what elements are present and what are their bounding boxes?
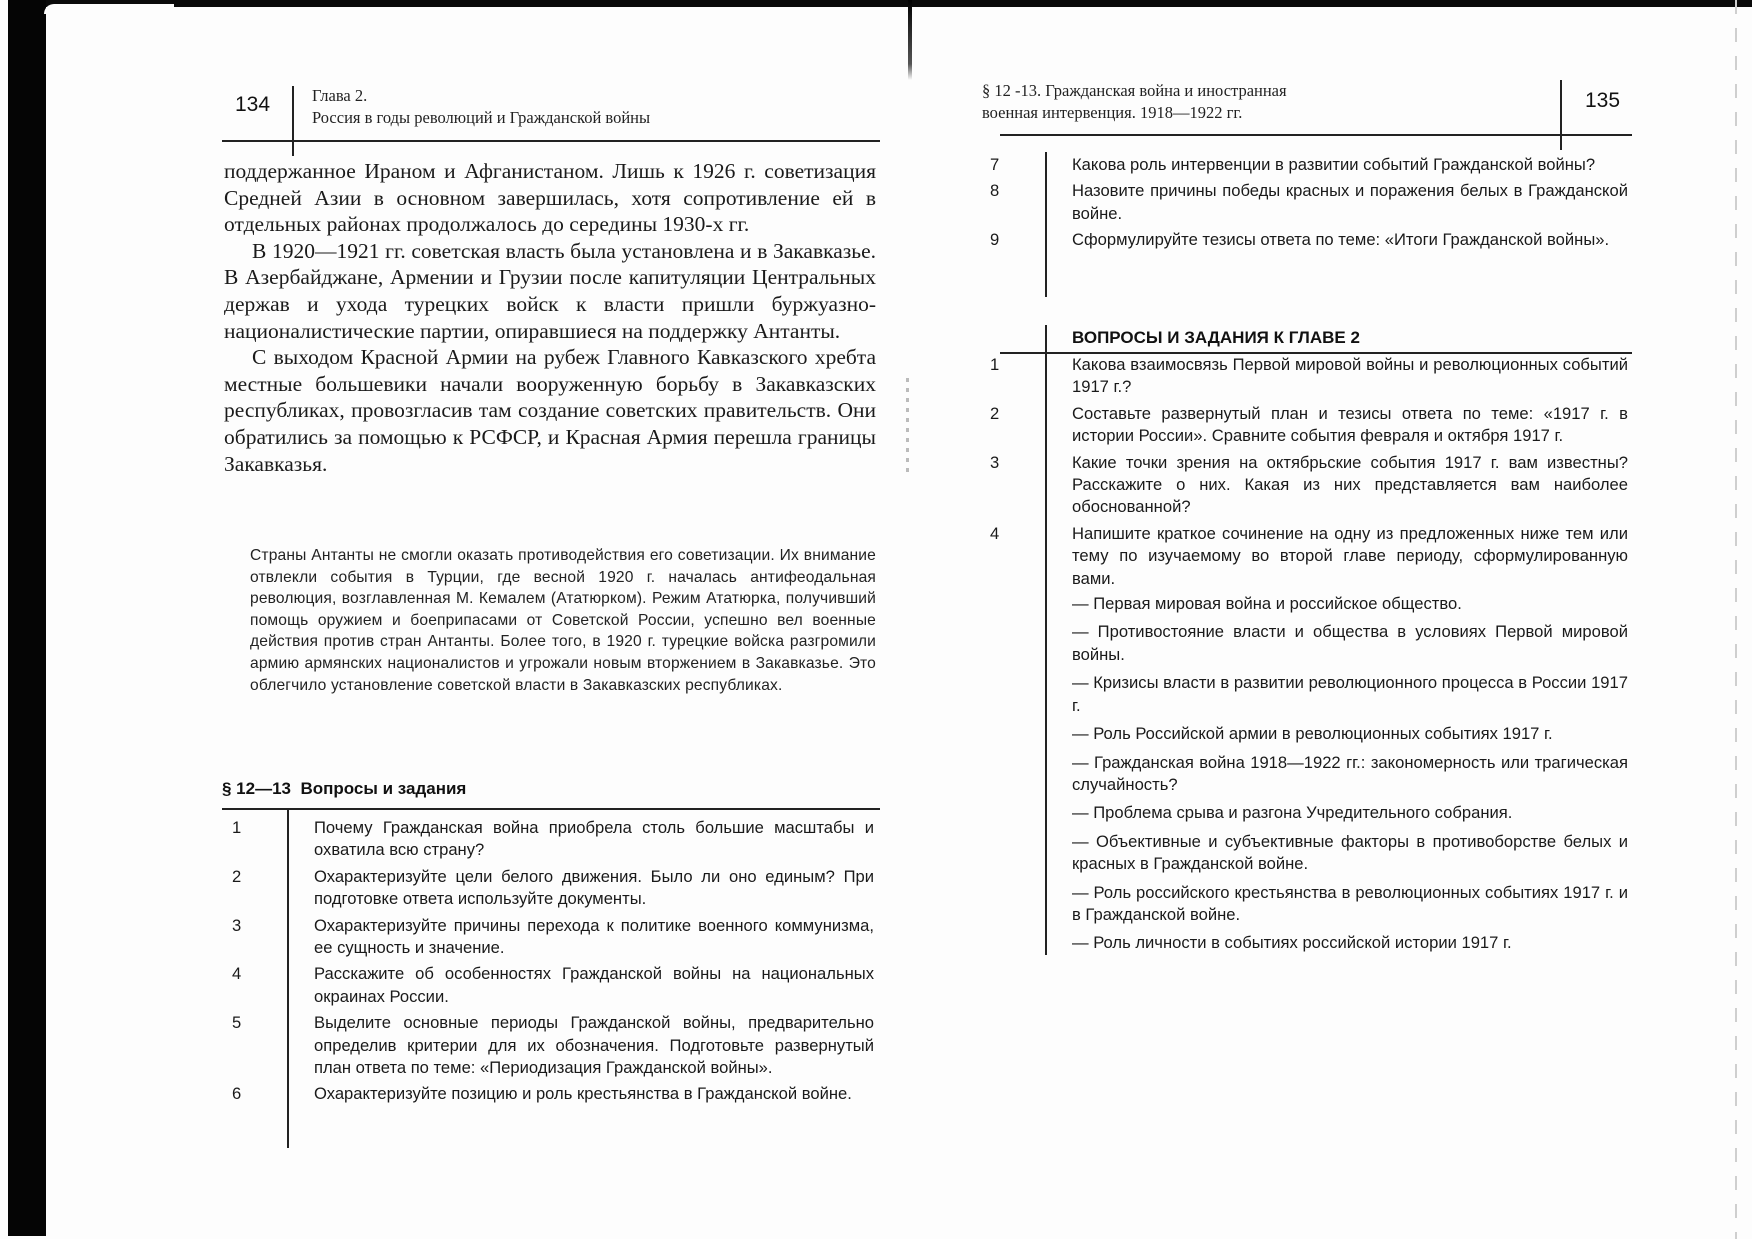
question-text: Составьте развернутый план и тезисы ответа по теме: «1917 г. в истории России». Сравните события февраля и октября 1917 г. xyxy=(1072,403,1628,446)
question-text-main: Напишите краткое сочинение на одну из предложенных ниже тем или тему по изучаемому во второй главе периоду, сформулированную вами. xyxy=(1072,523,1628,588)
essay-topic: — Кризисы власти в развитии революционного процесса в России 1917 г. xyxy=(1072,673,1628,715)
chapter-questions-list xyxy=(990,354,1628,965)
question-number: 3 xyxy=(990,452,1000,472)
running-head-section: § 12 -13. Гражданская война и иностранная xyxy=(982,81,1287,100)
question-text xyxy=(1072,523,1628,961)
question-text: Почему Гражданская война приобрела столь большие масштабы и охватила всю страну? xyxy=(314,818,874,860)
header-rule xyxy=(1000,134,1632,136)
header-divider xyxy=(292,86,294,156)
running-head-title: военная интервенция. 1918—1922 гг. xyxy=(982,103,1243,122)
question-number: 4 xyxy=(990,523,1000,543)
section-questions-title: § 12—13 Вопросы и задания xyxy=(222,779,467,798)
question-text: Сформулируйте тезисы ответа по теме: «Итоги Гражданской войны». xyxy=(1072,230,1610,250)
question-item xyxy=(232,915,874,960)
paragraph: С выходом Красной Армии на рубеж Главного Кавказского хребта местные большевики начали вооруженную борьбу в Закавказских республиках, провозгласив там создание советских правительств. Они обратились за помощью к РСФСР, и Красная Армия перешла границы Закавказья. xyxy=(224,345,876,476)
question-item xyxy=(232,866,874,911)
question-item xyxy=(990,229,1628,251)
essay-topic: — Роль личности в событиях российской истории 1917 г. xyxy=(1072,933,1512,953)
small-print-note: Страны Антанты не смогли оказать противодействия его советизации. Их внимание отвлекли события в Турции, где весной 1920 г. началась антифеодальная революция, возглавленная М. Кемалем (Ататюрком). Режим Ататюрка, получивший помощь оружием и боеприпасами от Советской России, успешно вел военные действия против стран Антанты. Более того, в 1920 г. турецкие войска разгромили армию армянских националистов и угрожали новым вторжением в Закавказье. Это облегчило установление советской власти в Закавказских республиках. xyxy=(250,547,876,694)
question-number: 3 xyxy=(232,915,242,935)
question-text: Какова роль интервенции в развитии событий Гражданской войны? xyxy=(1072,155,1596,174)
question-item xyxy=(990,452,1628,519)
essay-topic: — Первая мировая война и российское общество. xyxy=(1072,594,1462,614)
question-item xyxy=(232,817,874,862)
question-text: Охарактеризуйте цели белого движения. Было ли оно единым? При подготовке ответа используйте документы. xyxy=(314,866,874,909)
paragraph: поддержанное Ираном и Афганистаном. Лишь к 1926 г. советизация Средней Азии в основном завершилась, хотя сопротивление ей в отдельных районах продолжалось до середины 1930-х гг. xyxy=(224,159,876,237)
running-head-chapter: Глава 2. xyxy=(312,86,368,105)
questions-list-continued xyxy=(990,154,1628,256)
essay-topic: — Роль российского крестьянства в революционных событиях 1917 г. и в Гражданской войне. xyxy=(1072,882,1628,924)
scan-edge-top xyxy=(8,0,1752,7)
scan-edge-right xyxy=(1735,0,1737,1239)
question-number: 5 xyxy=(232,1013,242,1033)
page-number: 134 xyxy=(235,93,271,116)
question-number: 2 xyxy=(990,403,1000,423)
running-head xyxy=(312,85,650,129)
question-text: Расскажите об особенностях Гражданской войны на национальных окраинах России. xyxy=(314,964,874,1006)
question-item xyxy=(232,963,874,1008)
essay-topic: — Объективные и субъективные факторы в противоборстве белых и красных в Гражданской войне. xyxy=(1072,831,1628,874)
running-head xyxy=(982,80,1287,124)
questions-rule xyxy=(222,808,880,810)
page-number: 135 xyxy=(1585,89,1621,112)
question-text: Выделите основные периоды Гражданской войны, предварительно определив критерии для их обозначения. Подготовьте развернутый план ответа по теме: «Периодизация Гражданской войны». xyxy=(314,1013,874,1078)
page-corner xyxy=(44,4,174,14)
question-text: Охарактеризуйте позицию и роль крестьянства в Гражданской войне. xyxy=(314,1084,852,1104)
questions-list xyxy=(232,817,874,1110)
question-text: Назовите причины победы красных и поражения белых в Гражданской войне. xyxy=(1072,181,1628,223)
question-item xyxy=(990,354,1628,399)
essay-topic: — Противостояние власти и общества в условиях Первой мировой войны. xyxy=(1072,622,1628,664)
question-text: Какие точки зрения на октябрьские события 1917 г. вам известны? Расскажите о них. Какая из них представляется вам наиболее обоснованной? xyxy=(1072,452,1628,517)
essay-topic: — Роль Российской армии в революционных событиях 1917 г. xyxy=(1072,724,1553,744)
question-item xyxy=(232,1012,874,1079)
essay-topic: — Гражданская война 1918—1922 гг.: закономерность или трагическая случайность? xyxy=(1072,752,1628,794)
main-text xyxy=(224,158,876,477)
question-item xyxy=(990,523,1628,961)
question-item xyxy=(232,1083,874,1105)
question-number: 4 xyxy=(232,964,242,984)
header-rule xyxy=(222,140,880,142)
running-head-title: Россия в годы революций и Гражданской войны xyxy=(312,108,651,127)
question-number: 9 xyxy=(990,230,1000,250)
question-text: Какова взаимосвязь Первой мировой войны и революционных событий 1917 г.? xyxy=(1072,355,1628,397)
question-number: 1 xyxy=(232,818,242,837)
question-number: 6 xyxy=(232,1084,242,1104)
book-spine-fold xyxy=(908,0,912,80)
essay-topic: — Проблема срыва и разгона Учредительного собрания. xyxy=(1072,803,1513,823)
question-number: 7 xyxy=(990,155,1000,174)
paragraph: В 1920—1921 гг. советская власть была установлена и в Закавказье. В Азербайджане, Армении и Грузии после капитуляции Центральных держав и ухода турецких войск к власти пришли буржуазно-националистические партии, опиравшиеся на поддержку Антанты. xyxy=(224,238,876,343)
question-item xyxy=(990,180,1628,225)
question-number: 2 xyxy=(232,866,242,886)
chapter-questions-title: ВОПРОСЫ И ЗАДАНИЯ К ГЛАВЕ 2 xyxy=(1072,328,1360,347)
fold-shadow xyxy=(906,378,909,478)
question-text: Охарактеризуйте причины перехода к политике военного коммунизма, ее сущность и значение. xyxy=(314,915,874,958)
header-divider xyxy=(1560,80,1562,150)
question-item xyxy=(990,154,1628,176)
question-number: 8 xyxy=(990,181,1000,201)
question-number: 1 xyxy=(990,355,1000,374)
scan-edge-left xyxy=(8,0,46,1236)
question-item xyxy=(990,403,1628,448)
